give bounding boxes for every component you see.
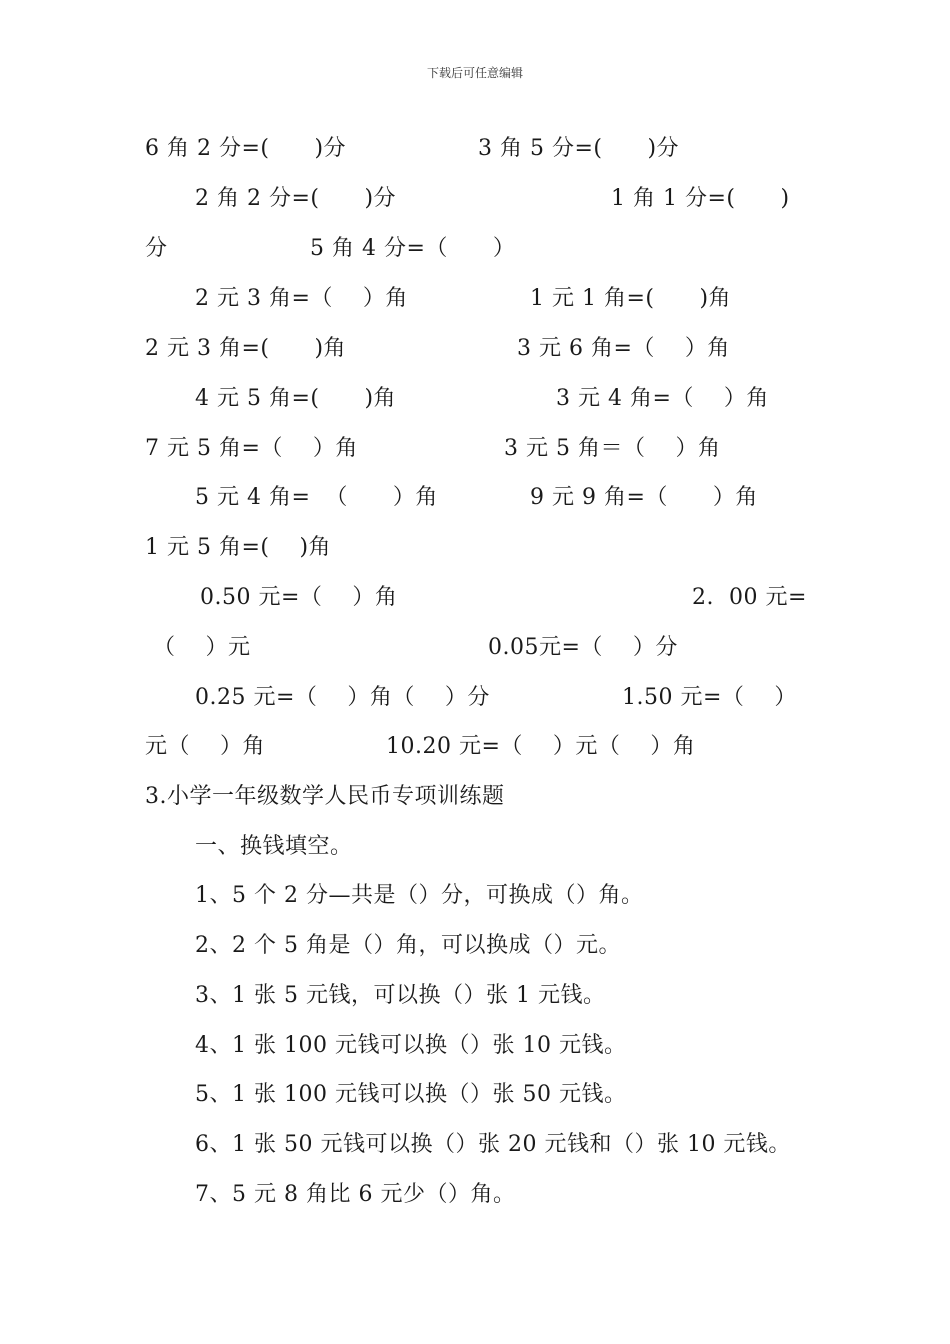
exercise-line: 2. 00 元= [692, 585, 807, 610]
exercise-line: 1 角 1 分=( ) [611, 186, 790, 211]
subsection-title: 一、换钱填空。 [195, 834, 353, 859]
exercise-line: 3 元 4 角=（ ）角 [556, 386, 769, 411]
exercise-line: 3 元 6 角=（ ）角 [517, 336, 730, 361]
question-item: 3、1 张 5 元钱，可以换（）张 1 元钱。 [195, 983, 606, 1008]
exercise-line: 6 角 2 分=( )分 [145, 136, 347, 161]
exercise-line: 5 元 4 角= （ ）角 [195, 485, 438, 510]
exercise-line: 1 元 1 角=( )角 [530, 286, 732, 311]
exercise-line: 1.50 元=（ ） [622, 685, 797, 710]
exercise-line: 3 角 5 分=( )分 [478, 136, 680, 161]
exercise-line: 7 元 5 角=（ ）角 [145, 436, 358, 461]
exercise-line: 0.50 元=（ ）角 [200, 585, 398, 610]
section-title: 3.小学一年级数学人民币专项训练题 [145, 784, 505, 809]
exercise-line: 0.25 元=（ ）角（ ）分 [195, 685, 490, 710]
question-item: 6、1 张 50 元钱可以换（）张 20 元钱和（）张 10 元钱。 [195, 1132, 791, 1157]
exercise-line: 2 角 2 分=( )分 [195, 186, 397, 211]
exercise-line: 4 元 5 角=( )角 [195, 386, 397, 411]
question-item: 5、1 张 100 元钱可以换（）张 50 元钱。 [195, 1082, 627, 1107]
exercise-line: 9 元 9 角=（ ）角 [530, 485, 758, 510]
exercise-line: 元（ ）角 [145, 734, 265, 759]
exercise-line: 5 角 4 分=（ ） [310, 236, 516, 261]
question-item: 2、2 个 5 角是（）角，可以换成（）元。 [195, 933, 621, 958]
exercise-line: （ ）元 [153, 635, 251, 660]
question-item: 7、5 元 8 角比 6 元少（）角。 [195, 1182, 516, 1207]
exercise-line: 2 元 3 角=（ ）角 [195, 286, 408, 311]
page-header-note: 下载后可任意编辑 [426, 66, 523, 80]
exercise-line: 分 [145, 236, 168, 261]
exercise-line: 0.05元=（ ）分 [488, 635, 678, 660]
exercise-line: 3 元 5 角＝（ ）角 [504, 436, 721, 461]
exercise-line: 1 元 5 角=( )角 [145, 535, 332, 560]
exercise-line: 10.20 元=（ ）元（ ）角 [386, 734, 696, 759]
question-item: 4、1 张 100 元钱可以换（）张 10 元钱。 [195, 1033, 627, 1058]
exercise-line: 2 元 3 角=( )角 [145, 336, 347, 361]
question-item: 1、5 个 2 分—共是（）分，可换成（）角。 [195, 883, 644, 908]
